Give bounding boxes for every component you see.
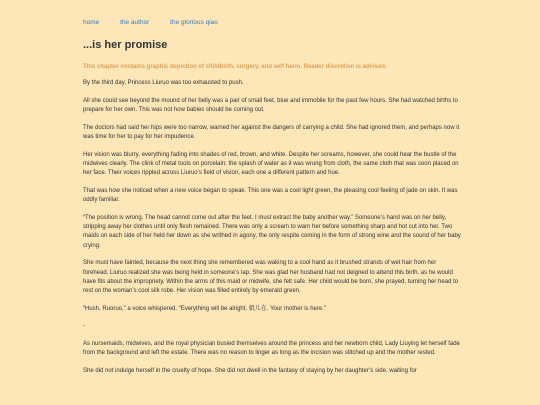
paragraph: The doctors had said her hips were too narrow, warned her against the dangers of carrying a child. She had ignored them, and perhaps now it was time for her to pay for her impudence. — [83, 124, 460, 141]
paragraph: She must have fainted, because the next thing she remembered was waking to a cool hand as it brushed strands of wet hair from her forehead. Liuruo realized she was being held in someone’s lap. She was glad her husband had not deigned to attend this birth, as he would have fits about the impropriety. Within the arms of this maid or midwife, she felt safe. Her child would be born, she prayed, turning her head to rest on the woman’s cool silk robe. Her vision was filled entirely by emerald green. — [83, 260, 459, 295]
paragraph: She did not indulge herself in the cruelty of hope. She did not dwell in the fantasy of staying by her daughter’s side, waiting for — [83, 367, 417, 374]
paragraph: As nursemaids, midwives, and the royal physician busied themselves around the princess and her newborn child, Lady Liuying let herself fade from the background and left the estate. There was no reason to linger as long as the incision was stitched up and the mother rested. — [83, 340, 460, 357]
nav-link-author[interactable]: the author — [120, 19, 150, 26]
paragraph: Her vision was blurry, everything fading into shades of red, brown, and white. Despite her screams, however, she could hear the bustle of the midwives clearly. The clink of metal tools on porcelain; the splash of water as it was wrung from cloth, the same cloth that was soon placed on her face. Their voices rippled across Liuruo’s field of vision, each one a different pattern and hue. — [83, 151, 459, 177]
section-divider: - — [83, 323, 85, 330]
nav-link-glorious-qiao[interactable]: the glorious qiao — [170, 19, 218, 26]
paragraph: All she could see beyond the mound of her belly was a pair of small feet, blue and immobile for the past few hours. She had watched births to prepare for her own. This was not how babies should be coming out. — [83, 97, 458, 114]
paragraph: “Hush, Ruoruo,” a voice whispered. “Everything will be alright. 娘儿在. Your mother is here.” — [83, 305, 326, 312]
chapter-body — [83, 63, 463, 384]
paragraph: That was how she noticed when a new voice began to speak. This one was a cool light green, the pleasing cool feeling of jade on skin. It was oddly familiar. — [83, 187, 458, 204]
nav-link-home[interactable]: home — [83, 19, 100, 26]
chapter-title: ...is her promise — [83, 39, 168, 51]
content-warning: This chapter contains graphic depiction of childbirth, surgery, and self harm. Reader discretion is advised. — [83, 64, 387, 70]
top-nav — [83, 19, 237, 26]
paragraph: By the third day, Princess Liuruo was too exhausted to push. — [83, 80, 244, 87]
paragraph: “The position is wrong. The head cannot come out after the feet. I must extract the baby another way.” Someone’s hand was on her belly, stripping away her clothes until only flesh remained. There was only a scream to warn her before something sharp and hot cut into her. Two maids on each side of her held her down as she writhed in agony, the only respite coming in the form of strong wine and the sound of her baby crying. — [83, 214, 461, 249]
